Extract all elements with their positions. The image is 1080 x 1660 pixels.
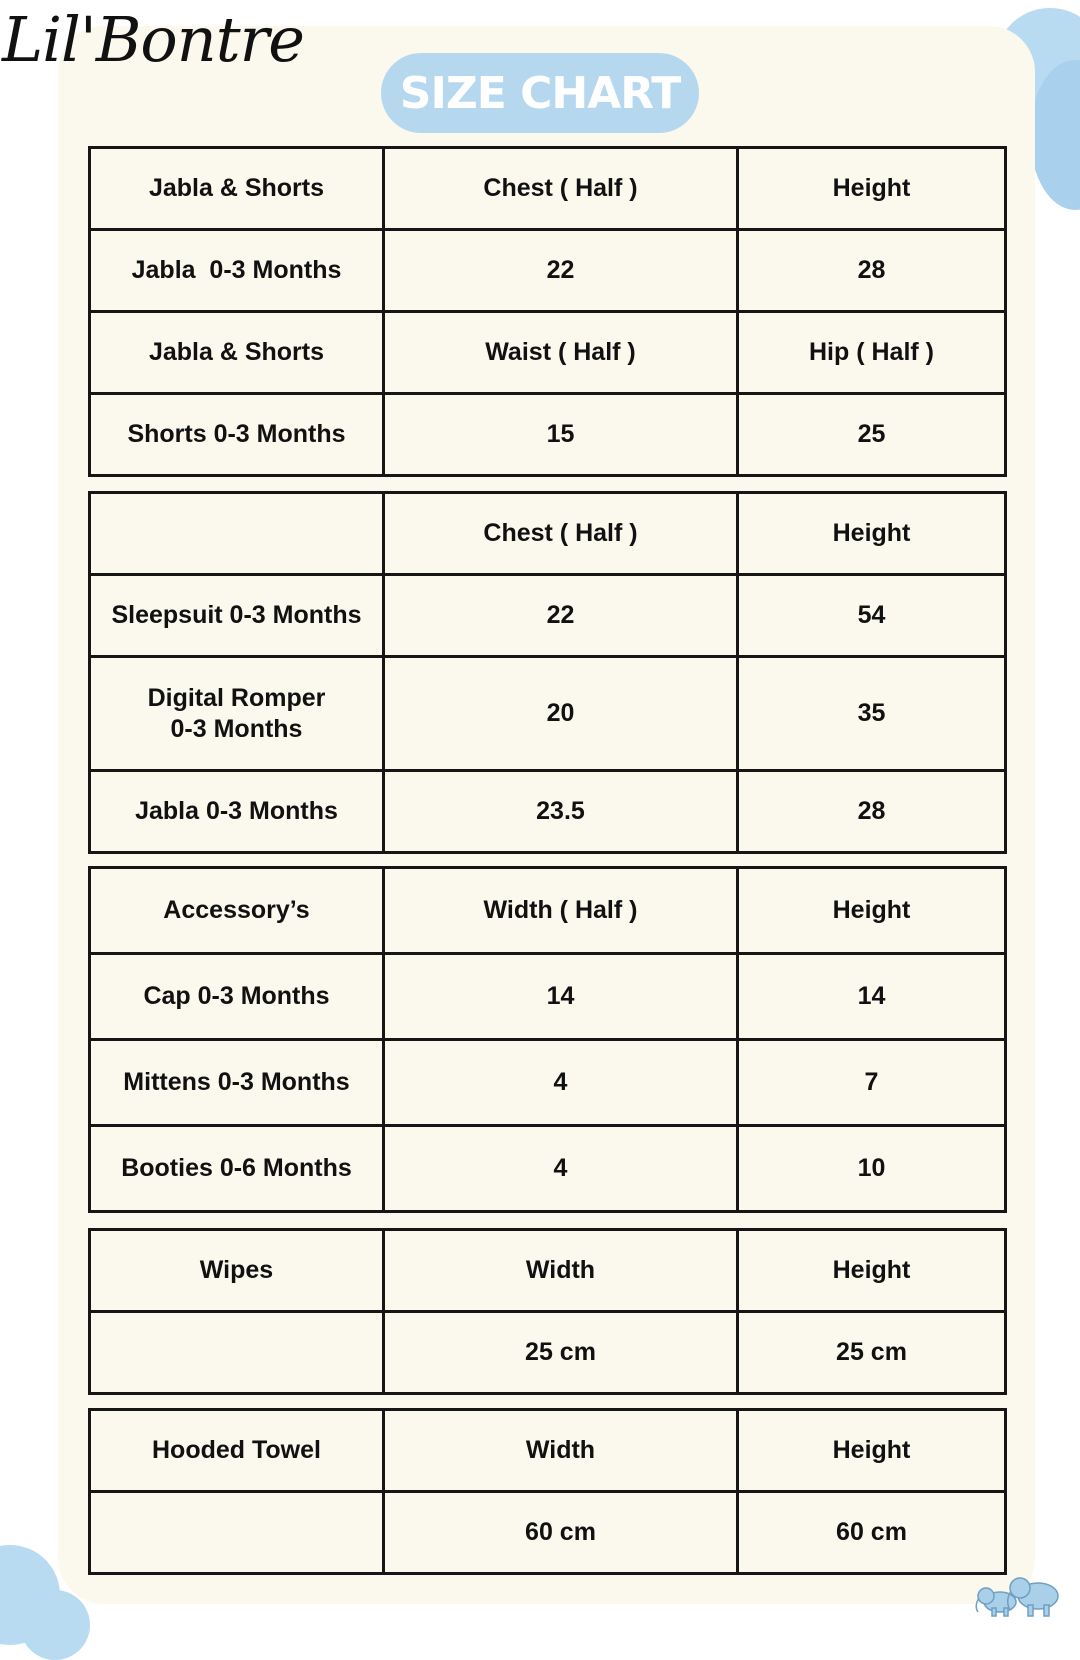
size-table-wipes [88,1228,1007,1395]
table-cell: Height [738,868,1006,954]
table-row [90,1040,1006,1126]
table-cell: Digital Romper 0-3 Months [90,657,384,771]
table-cell: 25 cm [384,1312,738,1394]
table-cell: Wipes [90,1230,384,1312]
table-row [90,394,1006,476]
table-cell: Jabla 0-3 Months [90,771,384,853]
table-cell: 20 [384,657,738,771]
table-cell: Height [738,148,1006,230]
table-cell: Width [384,1230,738,1312]
size-table-accessories [88,866,1007,1213]
table-cell: 28 [738,771,1006,853]
table-cell: 22 [384,230,738,312]
table-cell: 14 [738,954,1006,1040]
table-cell: 35 [738,657,1006,771]
table-cell: Accessory’s [90,868,384,954]
table-cell: Hooded Towel [90,1410,384,1492]
table-cell: Height [738,1230,1006,1312]
cloud-icon [20,1590,90,1660]
table-cell: Mittens 0-3 Months [90,1040,384,1126]
table-cell [90,1312,384,1394]
table-cell: Booties 0-6 Months [90,1126,384,1212]
table-cell: Height [738,1410,1006,1492]
table-cell: Waist ( Half ) [384,312,738,394]
table-cell [90,493,384,575]
table-cell: Jabla 0-3 Months [90,230,384,312]
table-row [90,575,1006,657]
table-row [90,868,1006,954]
table-cell: Jabla & Shorts [90,312,384,394]
table-cell: 28 [738,230,1006,312]
table-cell: Sleepsuit 0-3 Months [90,575,384,657]
table-cell: 60 cm [384,1492,738,1574]
table-cell: 23.5 [384,771,738,853]
table-cell: 15 [384,394,738,476]
table-cell: Chest ( Half ) [384,148,738,230]
table-row [90,230,1006,312]
table-cell: 25 [738,394,1006,476]
table-cell: Width ( Half ) [384,868,738,954]
table-cell: 4 [384,1040,738,1126]
table-cell: Width [384,1410,738,1492]
table-cell: 14 [384,954,738,1040]
table-cell: 54 [738,575,1006,657]
table-cell [90,1492,384,1574]
logo-text: Lil'Bontre [2,3,304,76]
table-row [90,1126,1006,1212]
table-row [90,493,1006,575]
table-row [90,771,1006,853]
table-cell: 4 [384,1126,738,1212]
table-cell: 22 [384,575,738,657]
table-cell: 25 cm [738,1312,1006,1394]
brand-logo [2,0,304,80]
table-row [90,1410,1006,1492]
table-row [90,312,1006,394]
table-cell: Jabla & Shorts [90,148,384,230]
table-row [90,1230,1006,1312]
size-table-sleepwear [88,491,1007,854]
elephant-icon [970,1568,1070,1618]
table-cell: Height [738,493,1006,575]
table-row [90,148,1006,230]
page-title: SIZE CHART [381,53,699,133]
table-row [90,1492,1006,1574]
size-table-hooded-towel [88,1408,1007,1575]
table-cell: Hip ( Half ) [738,312,1006,394]
table-row [90,1312,1006,1394]
table-cell: 60 cm [738,1492,1006,1574]
table-cell: Chest ( Half ) [384,493,738,575]
size-table-jabla-shorts [88,146,1007,477]
table-cell: 10 [738,1126,1006,1212]
table-cell: Cap 0-3 Months [90,954,384,1040]
table-row [90,954,1006,1040]
table-cell: 7 [738,1040,1006,1126]
table-cell: Shorts 0-3 Months [90,394,384,476]
table-row [90,657,1006,771]
